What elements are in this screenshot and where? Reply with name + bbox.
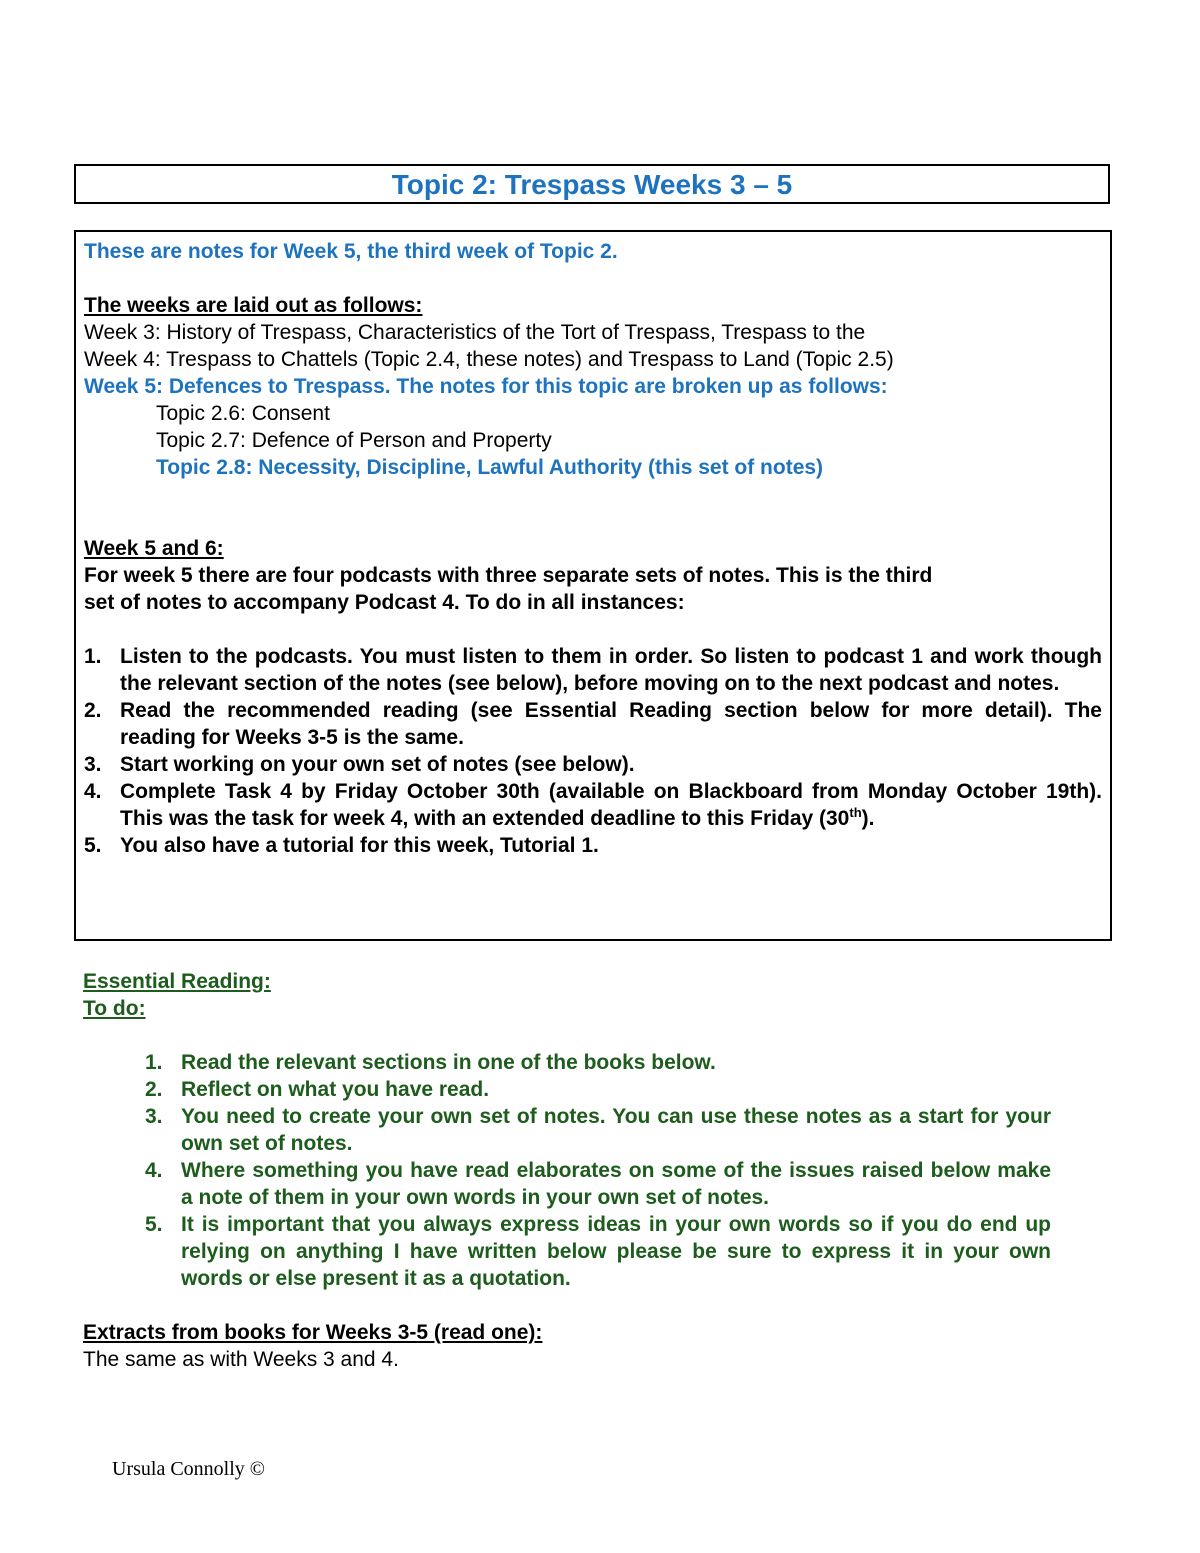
layout-heading: The weeks are laid out as follows: <box>84 294 423 317</box>
list-text: You need to create your own set of notes. You can use these notes as a start for your own set of notes. <box>181 1105 1051 1155</box>
list-item <box>84 643 1102 697</box>
reading-list-item <box>83 1049 1051 1076</box>
list-number: 4. <box>84 780 102 803</box>
week4-line: Week 4: Trespass to Chattels (Topic 2.4, these notes) and Trespass to Land (Topic 2.5) <box>84 348 894 371</box>
essential-reading-section <box>83 968 1051 1373</box>
list-text: You also have a tutorial for this week, Tutorial 1. <box>120 834 599 857</box>
extracts-text: The same as with Weeks 3 and 4. <box>83 1348 399 1371</box>
list-text-end: ). <box>861 807 875 830</box>
reading-list-item <box>83 1157 1051 1211</box>
list-number: 2. <box>84 699 102 722</box>
list-number: 4. <box>145 1159 163 1182</box>
reading-list-item <box>83 1211 1051 1292</box>
list-text: Read the relevant sections in one of the books below. <box>181 1051 716 1074</box>
weeks56-heading: Week 5 and 6: <box>84 537 224 560</box>
list-item <box>84 832 1102 859</box>
weeks56-line1: For week 5 there are four podcasts with three separate sets of notes. This is the third <box>84 564 933 587</box>
topic-2-8: Topic 2.8: Necessity, Discipline, Lawful Authority (this set of notes) <box>156 456 824 479</box>
reading-list-item <box>83 1076 1051 1103</box>
copyright-footer: Ursula Connolly © <box>112 1458 265 1480</box>
list-item <box>84 751 1102 778</box>
essential-reading-heading: Essential Reading: <box>83 970 271 993</box>
list-text: It is important that you always express ideas in your own words so if you do end up relying on anything I have written below please be sure to express it in your own words or else present it as a quotation. <box>181 1213 1051 1290</box>
list-item <box>84 778 1102 832</box>
list-number: 5. <box>145 1213 163 1236</box>
superscript: th <box>849 805 862 820</box>
reading-list-item <box>83 1103 1051 1157</box>
list-text: Complete Task 4 by Friday October 30th (available on Blackboard from Monday October 19th). This was the task for week 4, with an extended deadline to this Friday (30 <box>120 780 1102 830</box>
extracts-heading: Extracts from books for Weeks 3-5 (read one): <box>83 1321 543 1344</box>
topic-2-6: Topic 2.6: Consent <box>156 402 330 425</box>
list-number: 3. <box>145 1105 163 1128</box>
title-box <box>74 164 1110 204</box>
week3-line: Week 3: History of Trespass, Characteristics of the Tort of Trespass, Trespass to the <box>84 321 866 344</box>
list-text: Start working on your own set of notes (see below). <box>120 753 635 776</box>
list-text: Reflect on what you have read. <box>181 1078 490 1101</box>
list-text: Read the recommended reading (see Essential Reading section below for more detail). The reading for Weeks 3-5 is the same. <box>120 699 1102 749</box>
page-title: Topic 2: Trespass Weeks 3 – 5 <box>391 169 793 200</box>
list-item <box>84 697 1102 751</box>
overview-box <box>74 230 1112 941</box>
list-text: Where something you have read elaborates on some of the issues raised below make a note of them in your own words in your own set of notes. <box>181 1159 1051 1209</box>
list-number: 1. <box>84 645 102 668</box>
weeks56-line2: set of notes to accompany Podcast 4. To do in all instances: <box>84 591 685 614</box>
topic-2-7: Topic 2.7: Defence of Person and Property <box>156 429 552 452</box>
todo-heading: To do: <box>83 997 146 1020</box>
list-number: 3. <box>84 753 102 776</box>
list-number: 1. <box>145 1051 163 1074</box>
list-number: 2. <box>145 1078 163 1101</box>
intro-text: These are notes for Week 5, the third week of Topic 2. <box>84 240 618 263</box>
week5-line: Week 5: Defences to Trespass. The notes for this topic are broken up as follows: <box>84 375 888 398</box>
list-number: 5. <box>84 834 102 857</box>
list-text: Listen to the podcasts. You must listen to them in order. So listen to podcast 1 and work though the relevant section of the notes (see below), before moving on to the next podcast and notes. <box>120 645 1102 695</box>
